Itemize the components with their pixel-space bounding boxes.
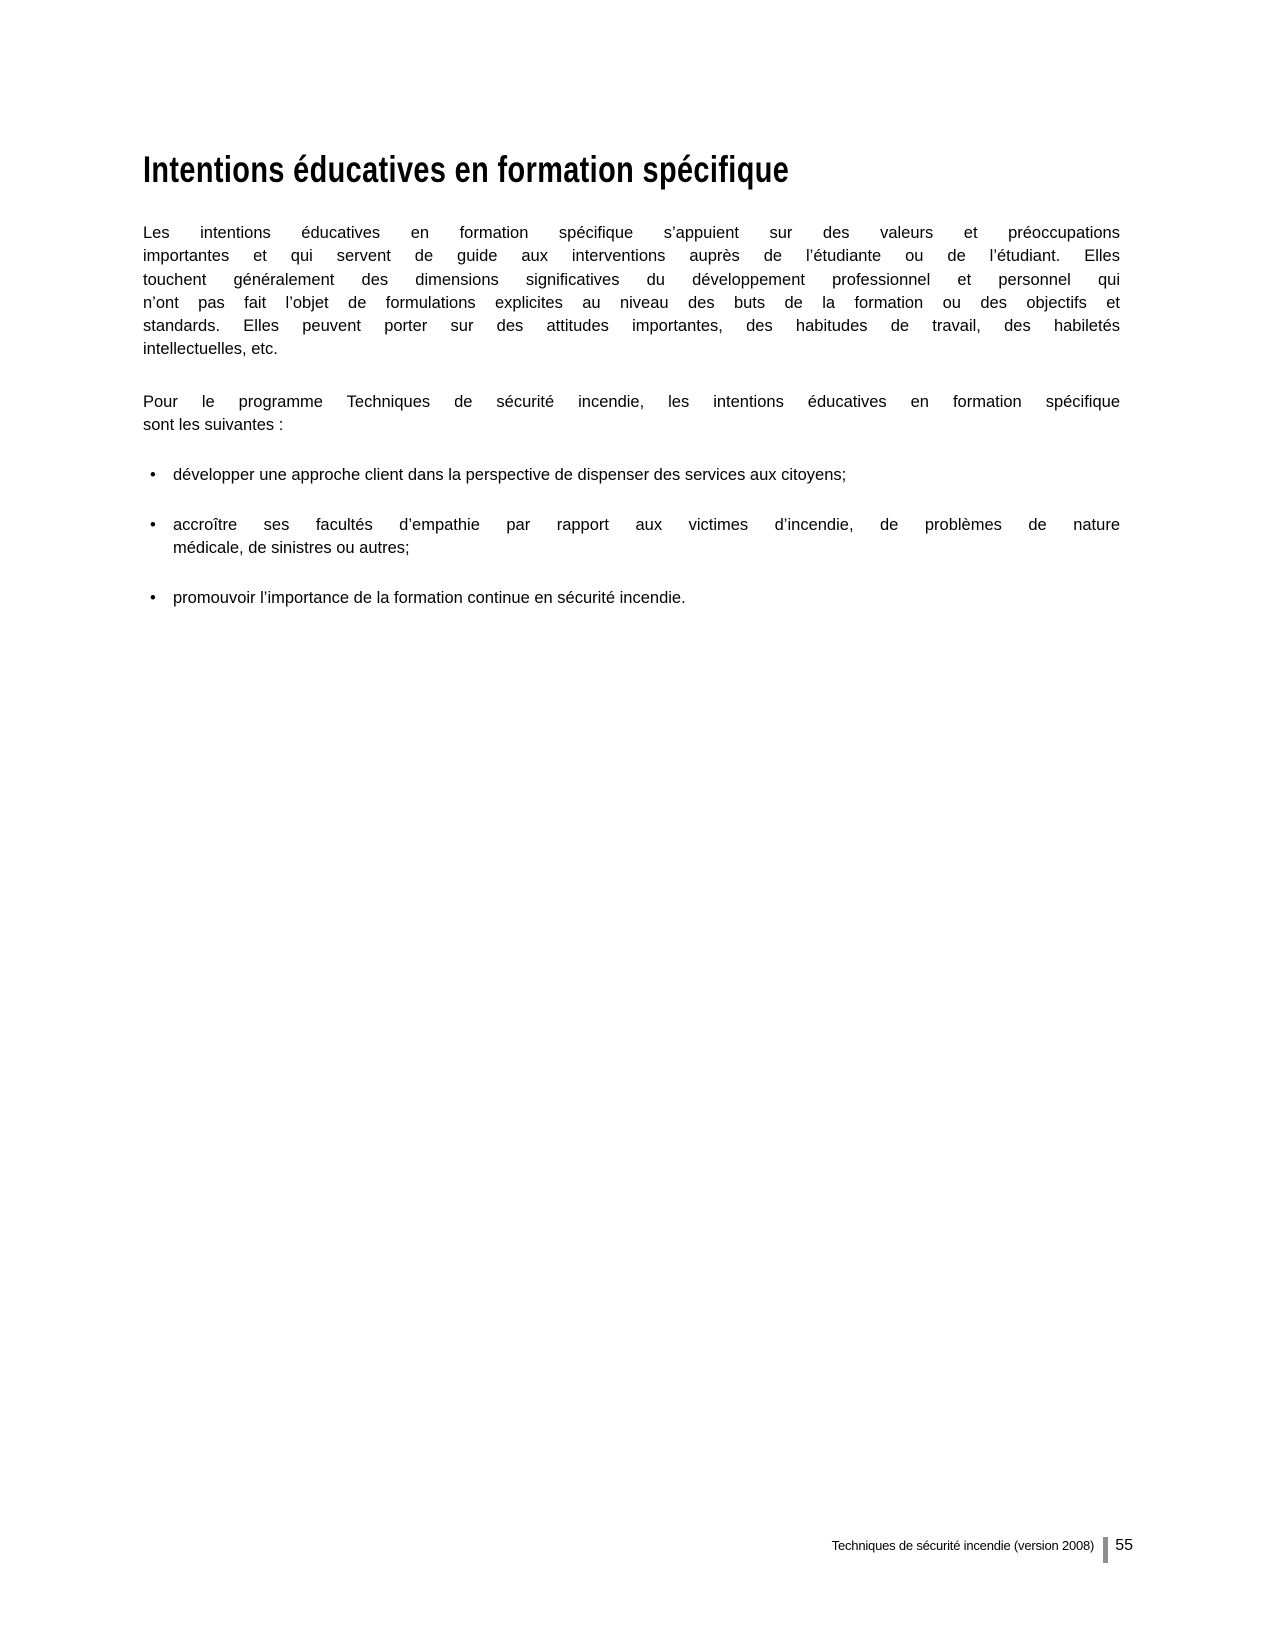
list-item (143, 514, 1120, 561)
text-line: développer une approche client dans la perspective de dispenser des services aux citoyens; (173, 466, 847, 484)
bullet-icon: • (150, 516, 156, 534)
page-title: Intentions éducatives en formation spécifique (143, 149, 790, 190)
text-line: sont les suivantes : (143, 416, 284, 435)
intro-paragraph (143, 222, 1120, 362)
text-line: intellectuelles, etc. (143, 340, 278, 359)
list-item (143, 587, 1120, 610)
text-line: n’ont pas fait l’objet de formulations explicites au niveau des buts de la formation ou des objectifs et (143, 293, 1120, 312)
text-line: standards. Elles peuvent porter sur des attitudes importantes, des habitudes de travail, des habiletés (143, 317, 1120, 336)
list-item (143, 464, 1120, 487)
program-intro-paragraph (143, 391, 1120, 438)
text-line: Les intentions éducatives en formation spécifique s’appuient sur des valeurs et préoccupations (143, 224, 1120, 242)
footer-document-title: Techniques de sécurité incendie (version 2008) (831, 1538, 1095, 1553)
text-line: accroître ses facultés d’empathie par rapport aux victimes d’incendie, de problèmes de nature (173, 516, 1120, 534)
text-line: promouvoir l’importance de la formation continue en sécurité incendie. (173, 589, 686, 607)
text-line: médicale, de sinistres ou autres; (173, 539, 410, 558)
text-line: touchent généralement des dimensions significatives du développement professionnel et personnel qui (143, 270, 1120, 289)
footer-divider (1103, 1537, 1108, 1563)
text-line: importantes et qui servent de guide aux interventions auprès de l’étudiante ou de l’étudiant. Elles (143, 247, 1120, 266)
page-footer (832, 1532, 1133, 1562)
bullet-icon: • (150, 589, 156, 607)
page-number: 55 (1115, 1537, 1133, 1554)
bullet-icon: • (150, 466, 156, 484)
text-line: Pour le programme Techniques de sécurité incendie, les intentions éducatives en formation spécifique (143, 393, 1120, 411)
